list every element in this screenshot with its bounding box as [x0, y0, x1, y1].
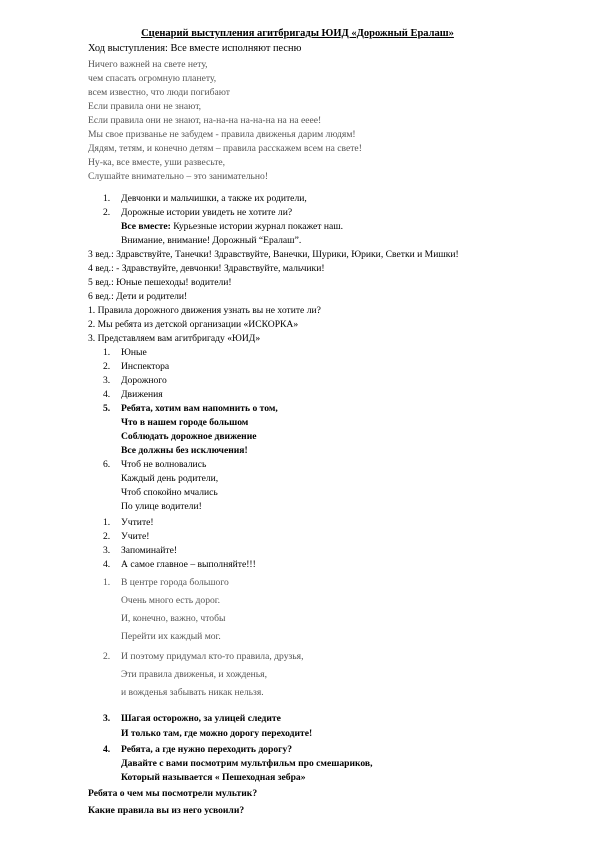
list-number: 2. [103, 531, 111, 542]
verse-line: Эти правила движенья, и хожденья, [121, 669, 267, 680]
dialog-line: 5 вед.: Юные пешеходы! водители! [88, 277, 232, 288]
list-number: 4. [103, 744, 111, 755]
list-item-continuation: Чтоб спокойно мчались [121, 487, 218, 498]
list-number: 3. [103, 713, 111, 724]
list-item: Учите! [121, 531, 150, 542]
verse-line: В центре города большого [121, 577, 229, 588]
list-number: 2. [103, 207, 111, 218]
verse-line: И, конечно, важно, чтобы [121, 613, 226, 624]
all-together-label: Все вместе: [121, 221, 171, 232]
list-item-continuation: Что в нашем городе большом [121, 417, 249, 428]
list-number: 4. [103, 559, 111, 570]
intro-line: Ход выступления: Все вместе исполняют песню [88, 43, 302, 54]
song-line: Мы свое призванье не забудем - правила движенья дарим людям! [88, 129, 356, 140]
list-item-continuation: И только там, где можно дорогу переходите! [121, 728, 313, 739]
verse-line: и вожденья забывать никак нельзя. [121, 687, 264, 698]
question-line: Ребята о чем мы посмотрели мультик? [88, 788, 258, 799]
song-line: Ну-ка, все вместе, уши развесьте, [88, 157, 226, 168]
list-item-continuation: Каждый день родители, [121, 473, 219, 484]
list-number: 1. [103, 577, 111, 588]
song-line: Ничего важней на свете нету, [88, 59, 208, 70]
verse-line: И поэтому придумал кто-то правила, друзья, [121, 651, 304, 662]
list-item-continuation: Соблюдать дорожное движение [121, 431, 257, 442]
list-number: 1. [103, 517, 111, 528]
song-line: Дядям, тетям, и конечно детям – правила расскажем всем на свете! [88, 143, 362, 154]
list-item: А самое главное – выполняйте!!! [121, 559, 256, 570]
song-line: Слушайте внимательно – это занимательно! [88, 171, 269, 182]
list-number: 5. [103, 403, 111, 414]
list-item: Ребята, хотим вам напомнить о том, [121, 403, 278, 414]
dialog-line: 3 вед.: Здравствуйте, Танечки! Здравствуйте, Ванечки, Шурики, Юрики, Светки и Мишки! [88, 249, 459, 260]
list-item-continuation: Все должны без исключения! [121, 445, 248, 456]
list-item-continuation: Который называется « Пешеходная зебра» [121, 772, 306, 783]
list-number: 4. [103, 389, 111, 400]
list-number: 1. [103, 347, 111, 358]
all-together-text: Курьезные истории журнал покажет наш. [170, 221, 344, 232]
list-item: Шагая осторожно, за улицей следите [121, 713, 281, 724]
list-number: 2. [103, 651, 111, 662]
song-line: чем спасать огромную планету, [88, 73, 217, 84]
verse-line: Перейти их каждый мог. [121, 631, 221, 642]
dialog-line: 1. Правила дорожного движения узнать вы не хотите ли? [88, 305, 321, 316]
list-item: Чтоб не волновались [121, 459, 207, 470]
dialog-line: 4 вед.: - Здравствуйте, девчонки! Здравствуйте, мальчики! [88, 263, 325, 274]
song-line: Если правила они не знают, [88, 101, 202, 112]
list-number: 1. [103, 193, 111, 204]
list-item-continuation: Давайте с вами посмотрим мультфильм про смешариков, [121, 758, 373, 769]
song-line: всем известно, что люди погибают [88, 87, 230, 98]
list-item: Инспектора [121, 361, 170, 372]
list-number: 3. [103, 545, 111, 556]
question-line: Какие правила вы из него усвоили? [88, 805, 245, 816]
song-line: Если правила они не знают, на-на-на на-на-на на на ееее! [88, 115, 322, 126]
list-item: Учтите! [121, 517, 154, 528]
list-item: Девчонки и мальчишки, а также их родители, [121, 193, 307, 204]
dialog-line: 2. Мы ребята из детской организации «ИСКОРКА» [88, 319, 299, 330]
document-title: Сценарий выступления агитбригады ЮИД «Дорожный Ералаш» [141, 28, 454, 39]
list-item: Дорожные истории увидеть не хотите ли? [121, 207, 293, 218]
list-item: Юные [121, 347, 147, 358]
list-number: 2. [103, 361, 111, 372]
list-item: Ребята, а где нужно переходить дорогу? [121, 744, 293, 755]
verse-line: Очень много есть дорог. [121, 595, 221, 606]
attention-line: Внимание, внимание! Дорожный “Ералаш”. [121, 235, 302, 246]
list-item: Дорожного [121, 375, 167, 386]
list-item: Запоминайте! [121, 545, 178, 556]
dialog-line: 6 вед.: Дети и родители! [88, 291, 188, 302]
dialog-line: 3. Представляем вам агитбригаду «ЮИД» [88, 333, 261, 344]
list-number: 6. [103, 459, 111, 470]
list-item: Движения [121, 389, 163, 400]
all-together-line [121, 220, 343, 233]
list-item-continuation: По улице водители! [121, 501, 202, 512]
list-number: 3. [103, 375, 111, 386]
